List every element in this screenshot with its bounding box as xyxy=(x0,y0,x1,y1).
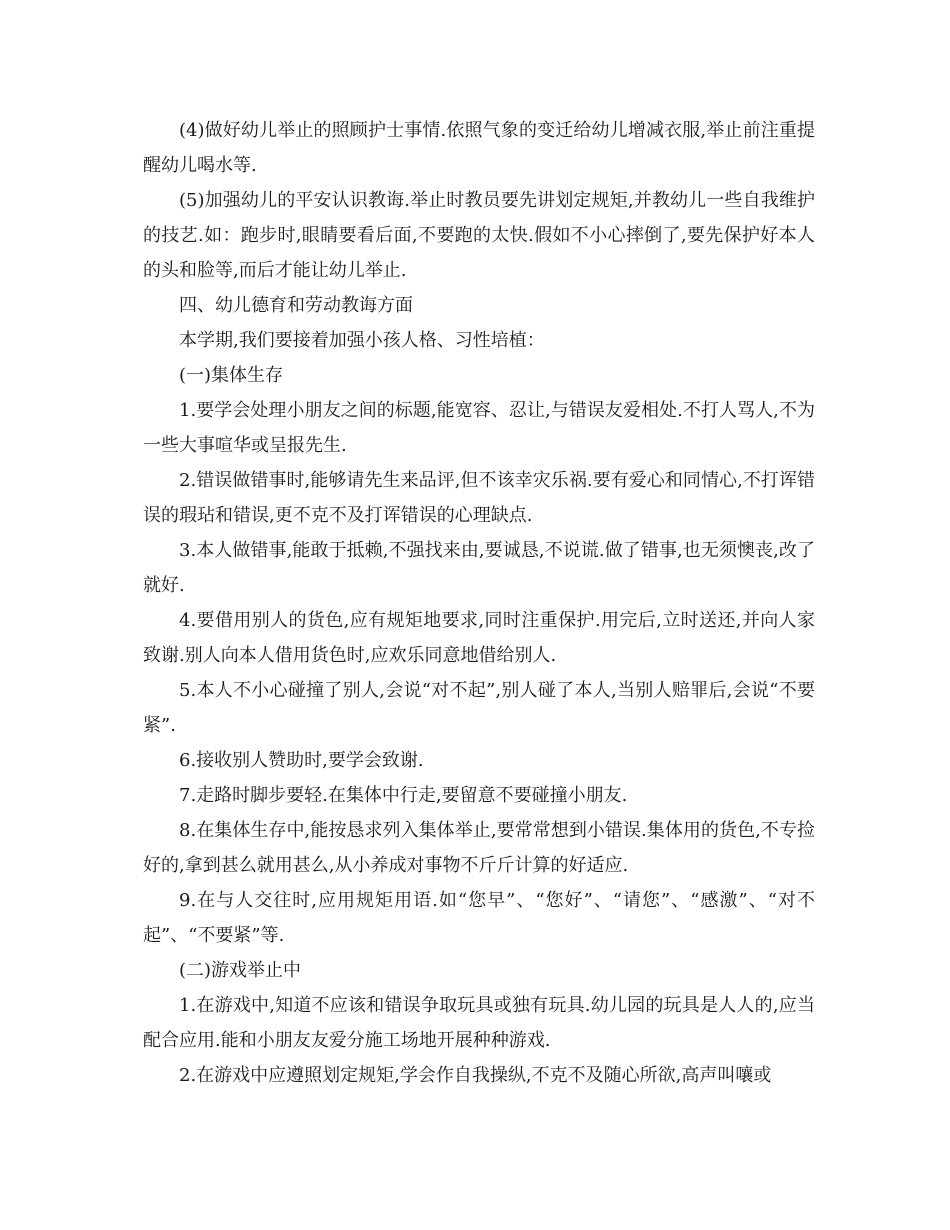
list-item-3: 3.本人做错事,能敢于抵赖,不强找来由,要诚恳,不说谎.做了错事,也无须懊丧,改了就好. xyxy=(143,540,815,596)
document-body xyxy=(143,113,815,1093)
subheading-game-activities: (二)游戏举止中 xyxy=(179,960,302,981)
list-item-8: 8.在集体生存中,能按恳求列入集体举止,要常常想到小错误.集体用的货色,不专捡好的,拿到甚么就用甚么,从小养成对事物不斤斤计算的好适应. xyxy=(143,820,815,876)
game-list-item-1: 1.在游戏中,知道不应该和错误争取玩具或独有玩具.幼儿园的玩具是人人的,应当配合应用.能和小朋友友爱分施工场地开展种种游戏. xyxy=(143,995,815,1051)
list-item-9: 9.在与人交往时,应用规矩用语.如“您早”、“您好”、“请您”、“感激”、“对不起”、“不要紧”等. xyxy=(143,890,815,946)
subheading-collective-life: (一)集体生存 xyxy=(179,365,284,386)
paragraph-item-4-care: (4)做好幼儿举止的照顾护士事情.依照气象的变迁给幼儿增减衣服,举止前注重提醒幼儿喝水等. xyxy=(143,120,815,176)
list-item-7: 7.走路时脚步要轻.在集体中行走,要留意不要碰撞小朋友. xyxy=(179,785,628,806)
list-item-4: 4.要借用别人的货色,应有规矩地要求,同时注重保护.用完后,立时送还,并向人家致谢.别人向本人借用货色时,应欢乐同意地借给别人. xyxy=(143,610,815,666)
paragraph-item-5-safety: (5)加强幼儿的平安认识教诲.举止时教员要先讲划定规矩,并教幼儿一些自我维护的技艺.如：跑步时,眼睛要看后面,不要跑的太快.假如不小心摔倒了,要先保护好本人的头和脸等,而后才能让幼儿举止. xyxy=(143,190,815,281)
paragraph-semester-intro: 本学期,我们要接着加强小孩人格、习性培植： xyxy=(179,330,545,351)
section-heading-moral-labor: 四、幼儿德育和劳动教诲方面 xyxy=(179,295,413,316)
game-list-item-2: 2.在游戏中应遵照划定规矩,学会作自我操纵,不克不及随心所欲,高声叫嚷或 xyxy=(179,1065,772,1086)
list-item-6: 6.接收别人赞助时,要学会致谢. xyxy=(179,750,424,771)
list-item-2: 2.错误做错事时,能够请先生来品评,但不该幸灾乐祸.要有爱心和同情心,不打诨错误的瑕玷和错误,更不克不及打诨错误的心理缺点. xyxy=(143,470,815,526)
list-item-5: 5.本人不小心碰撞了别人,会说“对不起”,别人碰了本人,当别人赔罪后,会说“不要紧”. xyxy=(143,680,815,736)
list-item-1: 1.要学会处理小朋友之间的标题,能宽容、忍让,与错误友爱相处.不打人骂人,不为一些大事喧华或呈报先生. xyxy=(143,400,815,456)
